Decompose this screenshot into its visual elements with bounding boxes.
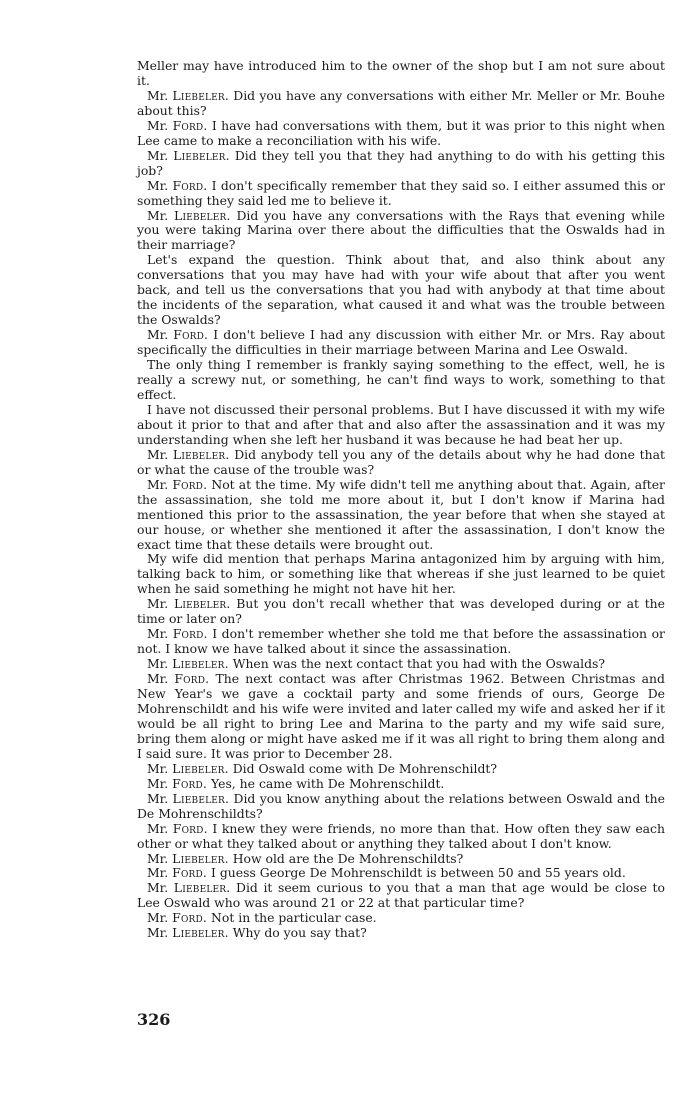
speaker-name: Liebeler.	[172, 446, 230, 462]
speaker-title: Mr.	[147, 87, 169, 103]
speaker-name: Ford.	[172, 476, 208, 492]
transcript-paragraph	[137, 762, 665, 777]
paragraph-text: Did it seem curious to you that a man that age would be close to Lee Oswald who was around 21 or 22 at that particular time?	[137, 880, 665, 911]
speaker-title: Mr.	[147, 760, 169, 776]
speaker-name: Ford.	[172, 865, 208, 881]
paragraph-text: The next contact was after Christmas 1962. Between Christmas and New Year's we gave a cocktail party and some friends of ours, George De Mohrenschildt and his wife were invited and later called my wife and asked her if it would be all right to bring Lee and Marina to the party and my wife said sure, bring them along or might have asked me if it was all right to bring them along and I said sure. It was prior to December 28.	[137, 671, 665, 761]
speaker-title: Mr.	[147, 865, 169, 881]
speaker-title: Mr.	[147, 820, 169, 836]
paragraph-text: How old are the De Mohrenschildts?	[232, 850, 464, 866]
transcript-paragraph	[137, 866, 665, 881]
speaker-name: Ford.	[172, 775, 208, 791]
speaker-name: Ford.	[173, 327, 209, 343]
speaker-title: Mr.	[147, 327, 169, 343]
speaker-name: Liebeler.	[172, 87, 230, 103]
transcript-paragraph	[137, 149, 665, 179]
speaker-name: Liebeler.	[172, 760, 229, 776]
paragraph-text: But you don't recall whether that was developed during or at the time or later on?	[137, 596, 665, 627]
speaker-name: Liebeler.	[173, 880, 231, 896]
paragraph-text: I knew they were friends, no more than that. How often they saw each other or what they talked about or anything they talked about I don't know.	[137, 820, 665, 851]
transcript-paragraph	[137, 478, 665, 553]
paragraph-text: Meller may have introduced him to the owner of the shop but I am not sure about it.	[137, 58, 665, 88]
paragraph-text: I don't remember whether she told me that before the assassination or not. I know we have talked about it since the assassination.	[137, 626, 665, 657]
paragraph-text: I don't believe I had any discussion with either Mr. or Mrs. Ray about specifically the difficulties in their marriage between Marina and Lee Oswald.	[137, 327, 665, 358]
paragraph-text: Did you know anything about the relations between Oswald and the De Mohrenschildts?	[137, 790, 665, 821]
transcript-paragraph	[137, 59, 665, 89]
paragraph-text: Let's expand the question. Think about that, and also think about any conversations that you may have had with your wife about that after you went back, and tell us the conversations that you had with anybody at that time about the incidents of the separation, what caused it and what was the trouble between the Oswalds?	[137, 252, 665, 328]
paragraph-text: I have not discussed their personal problems. But I have discussed it with my wife about it prior to that and after that and also after the assassination and it was my understanding when she left her husband it was because he had beat her up.	[137, 401, 665, 447]
transcript-paragraph	[137, 881, 665, 911]
speaker-name: Liebeler.	[172, 656, 229, 672]
speaker-title: Mr.	[147, 656, 169, 672]
transcript-paragraph	[137, 253, 665, 328]
speaker-name: Ford.	[172, 820, 208, 836]
speaker-title: Mr.	[147, 596, 169, 612]
transcript-paragraph	[137, 926, 665, 941]
paragraph-text: Not in the particular case.	[211, 910, 377, 926]
speaker-title: Mr.	[147, 117, 169, 133]
transcript-paragraph	[137, 627, 665, 657]
speaker-name: Ford.	[172, 626, 208, 642]
speaker-title: Mr.	[147, 207, 169, 223]
speaker-title: Mr.	[147, 147, 169, 163]
transcript-paragraph	[137, 179, 665, 209]
transcript-paragraph	[137, 403, 665, 448]
speaker-name: Liebeler.	[173, 596, 231, 612]
transcript-paragraph	[137, 89, 665, 119]
speaker-title: Mr.	[147, 177, 169, 193]
speaker-name: Liebeler.	[172, 850, 229, 866]
transcript-paragraph	[137, 792, 665, 822]
paragraph-text: My wife did mention that perhaps Marina antagonized him by arguing with him, talking back to him, or something like that whereas if she just learned to be quiet when he said something he might not have hit her.	[137, 551, 665, 597]
paragraph-text: I don't specifically remember that they said so. I either assumed this or something they said led me to believe it.	[137, 177, 665, 208]
paragraph-text: Why do you say that?	[232, 925, 367, 941]
paragraph-text: The only thing I remember is frankly saying something to the effect, well, he is really a screwy nut, or something, he can't find ways to work, something to that effect.	[137, 357, 665, 402]
speaker-name: Liebeler.	[172, 790, 230, 806]
speaker-name: Ford.	[172, 117, 208, 133]
speaker-name: Liebeler.	[174, 207, 231, 223]
paragraph-text: Did they tell you that they had anything to do with his getting this job?	[137, 147, 665, 178]
speaker-title: Mr.	[147, 880, 169, 896]
transcript-paragraph	[137, 777, 665, 792]
transcript-body	[137, 59, 665, 941]
transcript-paragraph	[137, 822, 665, 852]
transcript-paragraph	[137, 597, 665, 627]
speaker-name: Ford.	[172, 910, 208, 926]
paragraph-text: Did anybody tell you any of the details about why he had done that or what the cause of the trouble was?	[137, 446, 665, 477]
transcript-paragraph	[137, 672, 665, 762]
speaker-title: Mr.	[147, 626, 169, 642]
speaker-title: Mr.	[147, 850, 169, 866]
transcript-paragraph	[137, 552, 665, 597]
speaker-title: Mr.	[147, 671, 169, 687]
paragraph-text: Yes, he came with De Mohrenschildt.	[211, 775, 445, 791]
speaker-title: Mr.	[147, 910, 169, 926]
speaker-title: Mr.	[147, 790, 169, 806]
transcript-paragraph	[137, 448, 665, 478]
paragraph-text: Did you have any conversations with either Mr. Meller or Mr. Bouhe about this?	[137, 87, 665, 118]
transcript-paragraph	[137, 852, 665, 867]
paragraph-text: Did Oswald come with De Mohrenschildt?	[232, 760, 498, 776]
paragraph-text: When was the next contact that you had with the Oswalds?	[232, 656, 605, 672]
transcript-paragraph	[137, 657, 665, 672]
transcript-paragraph	[137, 119, 665, 149]
paragraph-text: Did you have any conversations with the Rays that evening while you were taking Marina over there about the difficulties that the Oswalds had in their marriage?	[137, 207, 665, 253]
transcript-paragraph	[137, 358, 665, 403]
speaker-title: Mr.	[147, 476, 169, 492]
speaker-name: Liebeler.	[173, 147, 230, 163]
speaker-title: Mr.	[147, 925, 169, 941]
paragraph-text: Not at the time. My wife didn't tell me anything about that. Again, after the assassination, she told me more about it, but I don't know if Marina had mentioned this prior to the assassination, the year before that when she stayed at our house, or whether she mentioned it after the assassination, I don't know the exact time that these details were brought out.	[137, 476, 665, 552]
paragraph-text: I have had conversations with them, but it was prior to this night when Lee came to make a reconciliation with his wife.	[137, 117, 665, 148]
paragraph-text: I guess George De Mohrenschildt is between 50 and 55 years old.	[211, 865, 626, 881]
transcript-paragraph	[137, 209, 665, 254]
transcript-paragraph	[137, 911, 665, 926]
speaker-title: Mr.	[147, 446, 169, 462]
speaker-name: Ford.	[172, 177, 208, 193]
page-number: 326	[137, 1010, 171, 1029]
speaker-name: Liebeler.	[172, 925, 229, 941]
speaker-name: Ford.	[174, 671, 210, 687]
speaker-title: Mr.	[147, 775, 169, 791]
transcript-paragraph	[137, 328, 665, 358]
